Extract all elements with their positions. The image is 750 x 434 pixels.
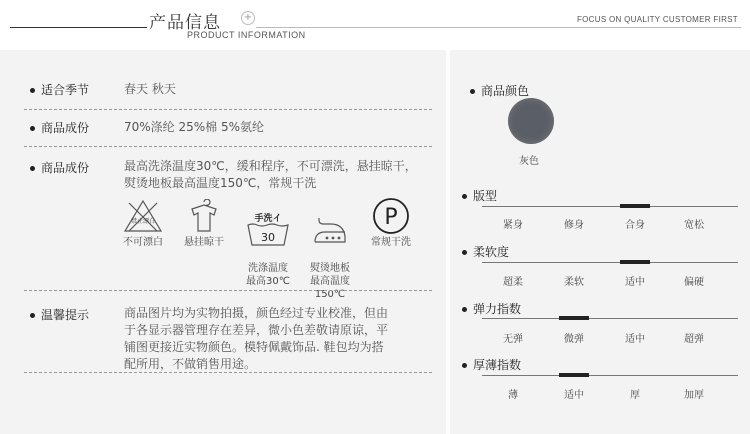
- fit-option: 紧身: [503, 220, 523, 231]
- wash-30-icon: [242, 209, 294, 249]
- care-item-dry-clean: [366, 196, 416, 249]
- svg-text:手洗イ: 手洗イ: [254, 214, 282, 224]
- plus-icon: +: [241, 11, 255, 25]
- care-label: 商品成份: [30, 159, 89, 176]
- fit-option: 合身: [625, 220, 645, 231]
- fit-scale-line: [482, 206, 738, 207]
- header-rule-left: [10, 27, 147, 28]
- notice-text: 商品图片均为实物拍摄，颜色经过专业校准，但由于各显示器管理存在差异，微小色差敬请原谅，平铺图更接近实物颜色。模特佩戴饰品. 鞋包均为搭配所用，不做销售用途。: [124, 306, 389, 371]
- no-bleach-icon: [118, 196, 168, 236]
- color-swatch: [508, 98, 554, 144]
- elasticity-scale-line: [482, 318, 738, 319]
- hang-dry-icon: [179, 196, 229, 236]
- material-label: 商品成份: [30, 119, 89, 136]
- thickness-selected-marker: [559, 373, 589, 377]
- divider: [24, 372, 432, 373]
- svg-text:P: P: [384, 205, 398, 230]
- color-section-title: 商品颜色: [470, 82, 529, 99]
- care-label-iron: 熨烫地板 最高温度 150℃: [310, 263, 350, 300]
- care-label-no-bleach: 不可漂白: [123, 237, 163, 248]
- fit-title: 版型: [462, 187, 497, 204]
- softness-option: 超柔: [503, 277, 523, 288]
- care-label-hang-dry: 悬挂晾干: [184, 237, 224, 248]
- elasticity-selected-marker: [559, 316, 589, 320]
- dry-clean-p-icon: [366, 196, 416, 236]
- thickness-option: 厚: [630, 390, 640, 401]
- care-label-dry-clean: 常规干洗: [371, 237, 411, 248]
- thickness-scale-line: [482, 375, 738, 376]
- page-title: 产品信息: [149, 13, 221, 33]
- softness-option: 柔软: [564, 277, 584, 288]
- svg-text:30: 30: [261, 231, 275, 244]
- page-header: [0, 0, 750, 48]
- elasticity-option: 无弹: [503, 334, 523, 345]
- care-item-wash: [242, 196, 294, 301]
- fit-option: 修身: [564, 220, 584, 231]
- elasticity-title: 弹力指数: [462, 300, 521, 317]
- softness-selected-marker: [620, 260, 650, 264]
- page-subtitle: PRODUCT INFORMATION: [187, 30, 306, 40]
- thickness-option: 薄: [508, 390, 518, 401]
- attribute-panel: [450, 50, 750, 434]
- care-label-wash: 洗涤温度 最高30℃: [246, 263, 290, 287]
- softness-scale-line: [482, 262, 738, 263]
- elasticity-option: 适中: [625, 334, 645, 345]
- fit-selected-marker: [620, 204, 650, 208]
- header-rule-right: [256, 27, 741, 28]
- color-name: 灰色: [519, 156, 539, 167]
- care-item-no-bleach: [118, 196, 168, 249]
- care-item-hang-dry: [179, 196, 229, 249]
- material-value: 70%涤纶 25%棉 5%氨纶: [124, 120, 265, 134]
- care-text: 最高洗涤温度30℃，缓和程序，不可漂洗，悬挂晾干，熨烫地板最高温度150℃，常规干洗: [124, 159, 417, 190]
- fit-option: 宽松: [684, 220, 704, 231]
- season-value: 春天 秋天: [124, 82, 176, 96]
- softness-title: 柔软度: [462, 243, 509, 260]
- notice-label: 温馨提示: [30, 306, 89, 323]
- care-item-iron: [304, 196, 356, 314]
- elasticity-option: 微弹: [564, 334, 584, 345]
- thickness-option: 加厚: [684, 390, 704, 401]
- thickness-option: 适中: [564, 390, 584, 401]
- svg-text:禁止漂白: 禁止漂白: [130, 218, 156, 225]
- divider: [24, 290, 432, 291]
- thickness-title: 厚薄指数: [462, 356, 521, 373]
- divider: [24, 146, 432, 147]
- elasticity-option: 超弹: [684, 334, 704, 345]
- softness-option: 适中: [625, 277, 645, 288]
- header-tagline: FOCUS ON QUALITY CUSTOMER FIRST: [576, 15, 738, 24]
- iron-icon: [304, 209, 356, 249]
- divider: [24, 109, 432, 110]
- softness-option: 偏硬: [684, 277, 704, 288]
- season-label: 适合季节: [30, 81, 89, 98]
